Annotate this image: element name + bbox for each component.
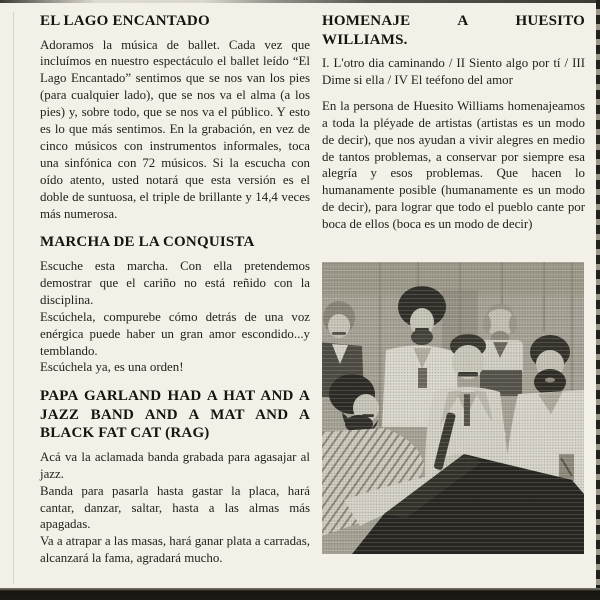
scan-artifact-right-edge [596,0,600,600]
paragraph: En la persona de Huesito Williams homenajeamos a toda la pléyade de artistas (artistas es un modo de decir), que nos ayudan a vivir alegres en medio de tantos problemas, a conservar por siempre esa alegría y esos problemas. Que hacen lo humanamente posible (humanamente es un modo de decir), para lograr que todo el pueblo cante por boca de ellos (boca es un modo de decir) [322,98,585,232]
paragraph: Escúchela ya, es una orden! [40,360,184,375]
group-photo-illustration [322,262,584,554]
paragraph: Va a atrapar a las masas, hará ganar plata a carradas, alcanzará la fama, agradará mucho. [40,534,310,566]
section-heading: HOMENAJE A HUESITO WILLIAMS. [322,13,585,48]
scanline-overlay [322,262,584,554]
section-homenaje-huesito-williams [322,12,585,233]
scan-artifact-top-edge [0,0,600,3]
section-heading: PAPA GARLAND HAD A HAT AND A JAZZ BAND AND A MAT AND A BLACK FAT CAT (RAG) [40,388,310,442]
paragraph: Banda para pasarla hasta gastar la placa, hará cantar, danzar, saltar, hasta a las almas más apagadas. [40,483,310,532]
group-photo [322,262,584,554]
scan-artifact-bottom-bar [0,588,600,600]
right-column [322,12,585,244]
paragraph: Acá va la aclamada banda grabada para agasajar al jazz. [40,449,310,481]
section-marcha-de-la-conquista [40,233,310,376]
paragraph: Escúchela, compurebe cómo detrás de una voz enérgica puede haber un gran amor escondido...y temblando. [40,309,310,358]
left-column [40,12,310,578]
section-heading: EL LAGO ENCANTADO [40,13,210,29]
tracklist: I. L'otro dia caminando / II Siento algo por tí / III Dime si ella / IV El teéfono del amor [322,56,585,87]
paragraph: Escuche esta marcha. Con ella pretendemos demostrar que el cariño no está reñido con la disciplina. [40,258,310,307]
page-fold-line [13,12,14,584]
section-heading: MARCHA DE LA CONQUISTA [40,234,255,251]
section-el-lago-encantado [40,12,310,222]
paragraph: Adoramos la música de ballet. Cada vez que incluímos en nuestro espectáculo el ballet leído “El Lago Encantado” sentimos que se nos van los pies (para cualquier lado), que se nos va el alma (a los pies) y, sobre todo, que se nos va el público. Y esto es lo que más sentimos. En la grabación, en vez de cinco músicos con instrumentos informales, toca una sinfónica con 72 músicos. Si la escucha con oído atento, usted notará que esta versión es el doble de suntuosa, el triple de brillante y 14,4 veces más numerosa. [40,37,310,221]
section-papa-garland [40,387,310,567]
